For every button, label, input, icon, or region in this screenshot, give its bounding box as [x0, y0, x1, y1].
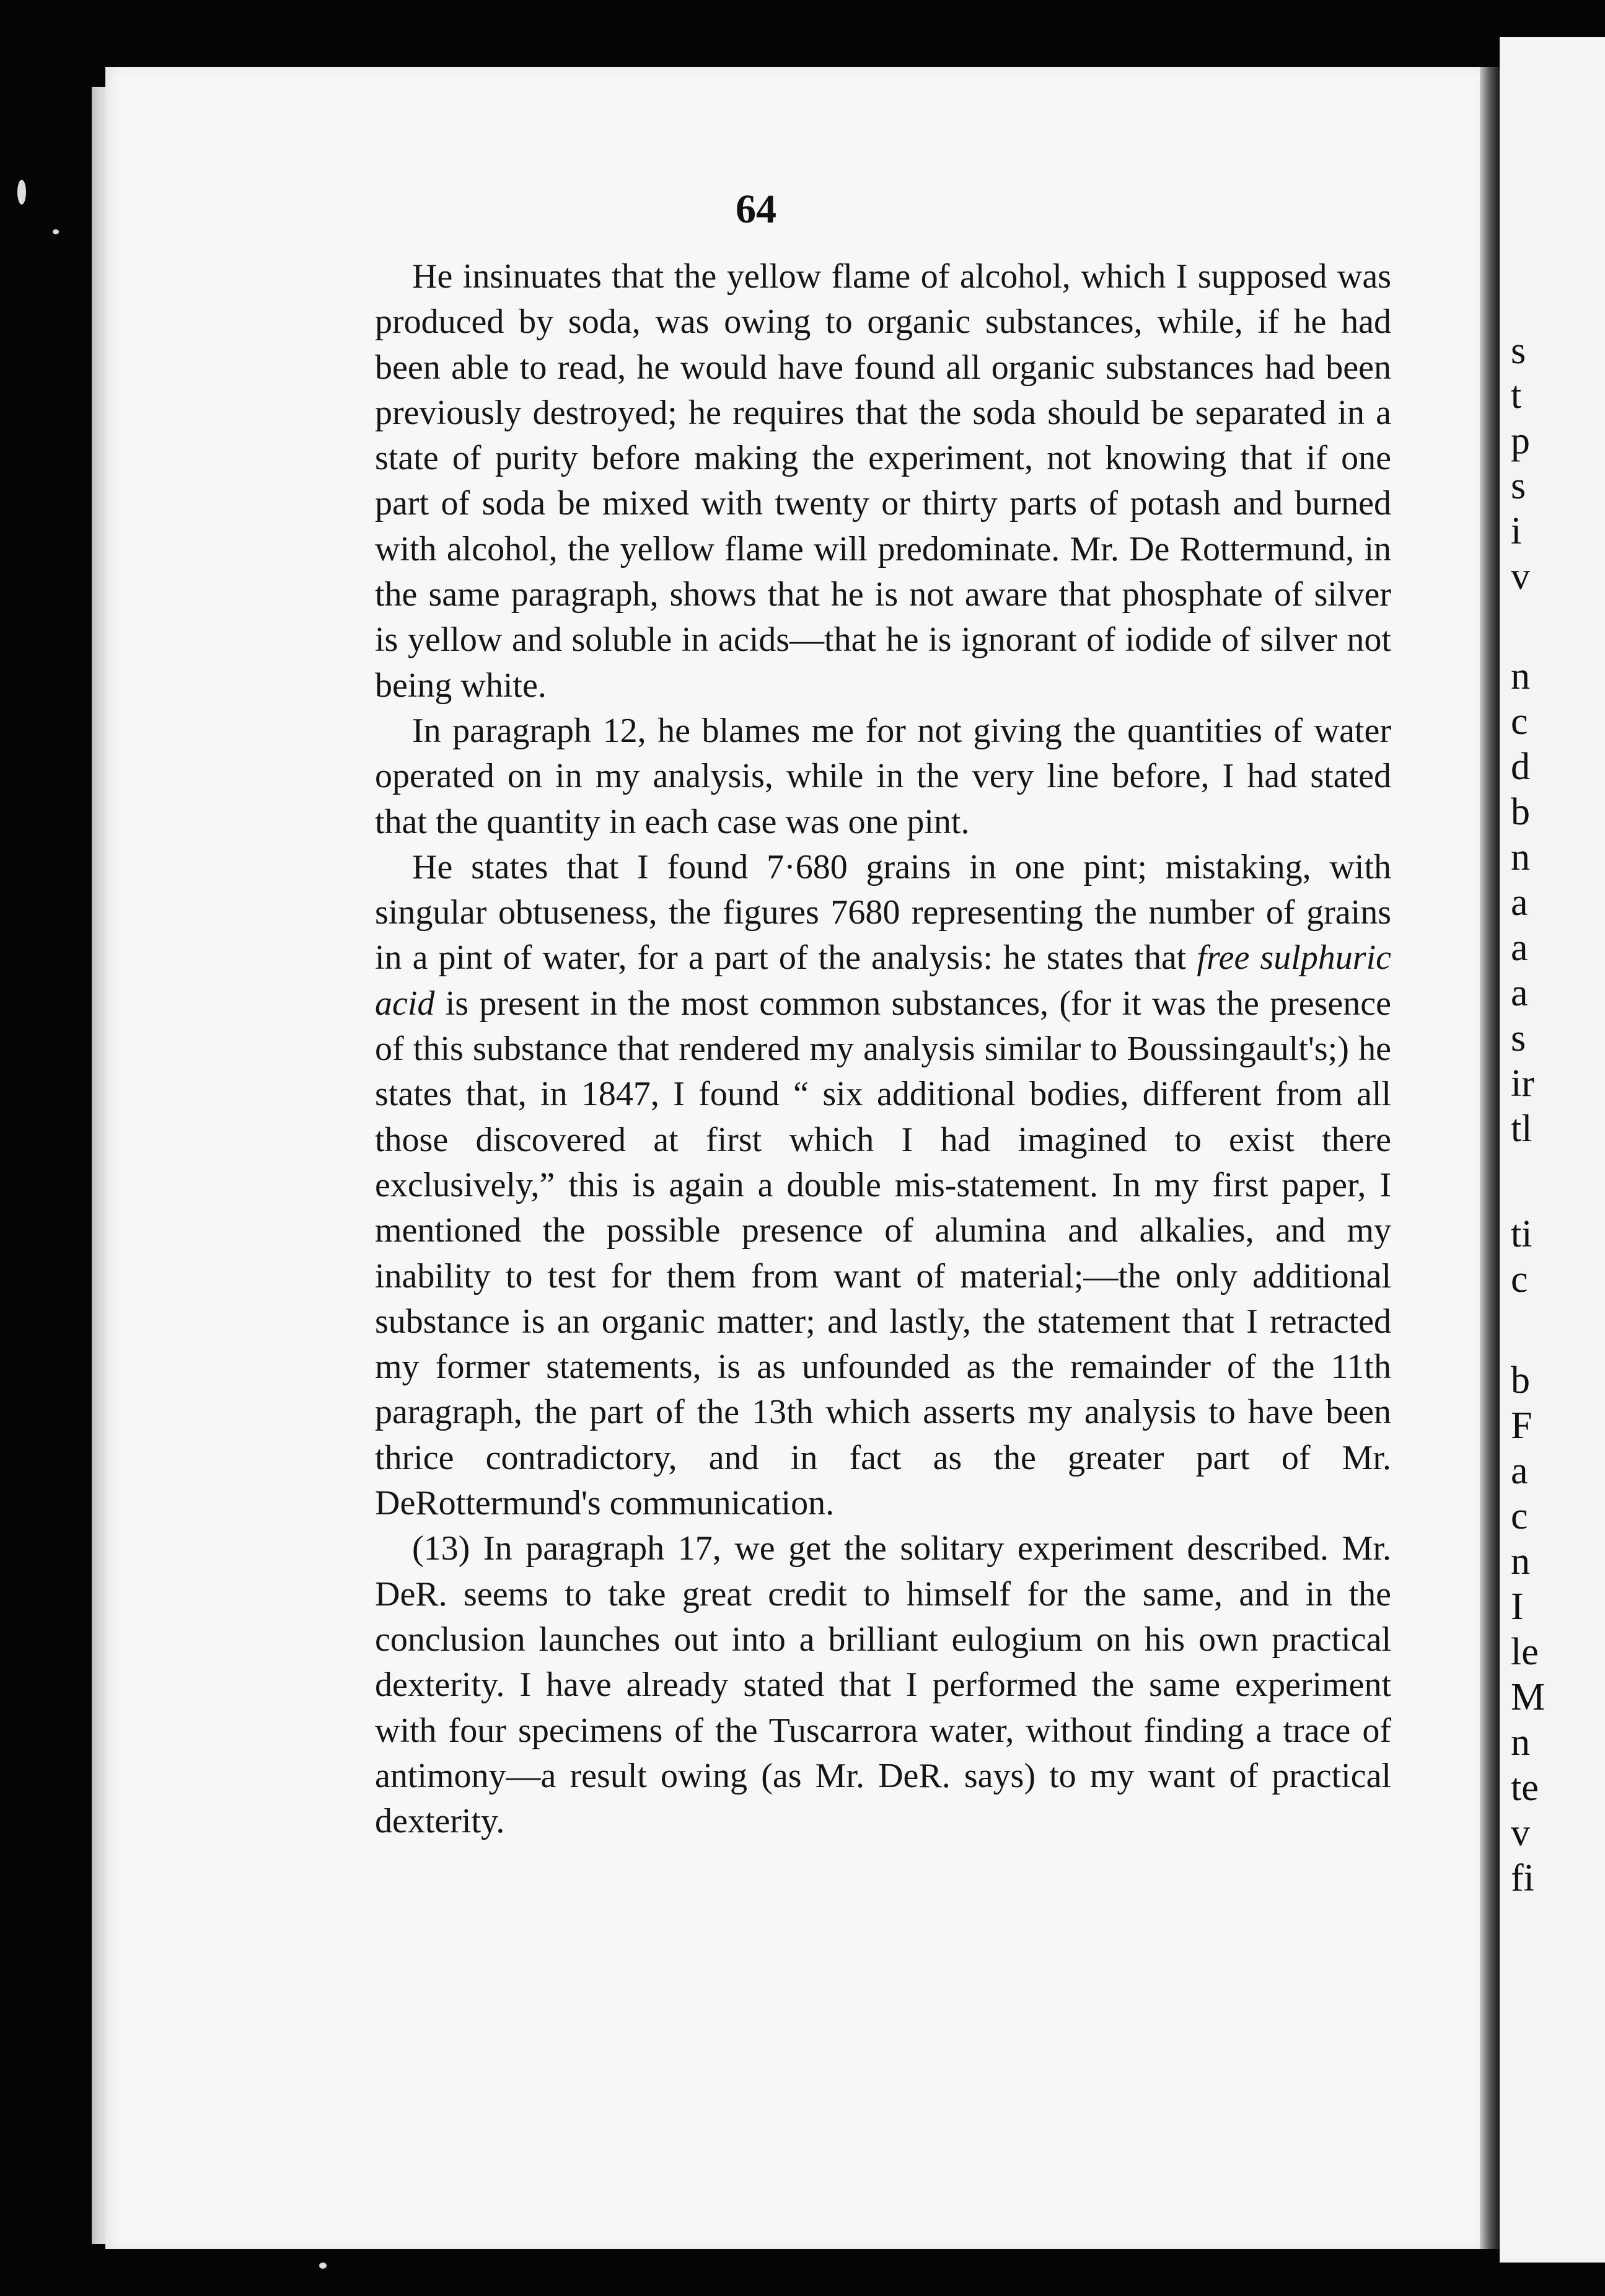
adjacent-page-fragment: v [1511, 555, 1530, 598]
adjacent-page-fragment: c [1511, 1258, 1528, 1300]
scan-artifact [17, 180, 26, 205]
adjacent-page-fragment: d [1511, 746, 1530, 788]
adjacent-page-fragment: a [1511, 881, 1528, 924]
adjacent-page-fragment: te [1511, 1767, 1539, 1809]
adjacent-page-fragment: c [1511, 1495, 1528, 1537]
adjacent-page-fragment: p [1511, 420, 1530, 462]
adjacent-page-fragment: le [1511, 1631, 1539, 1673]
paragraph-text: He states that I found 7·680 grains in one pint; mistaking, with singular obtuseness, the figures 7680 representing the number of grains in a pint of water, for a part of the analysis: he states that [375, 847, 1391, 978]
adjacent-page-fragment: I [1511, 1586, 1524, 1628]
body-text [375, 254, 1391, 1844]
adjacent-page-fragment: a [1511, 1450, 1528, 1492]
adjacent-page-fragment: c [1511, 700, 1528, 743]
paragraph: (13) In paragraph 17, we get the solitary experiment described. Mr. DeR. seems to take great credit to himself for the same, and in the conclusion launches out into a brilliant eulogium on his own practical dexterity. I have already stated that I performed the same experiment with four specimens of the Tuscarrora water, without finding a trace of antimony—a result owing (as Mr. DeR. says) to my want of practical dexterity. [375, 1529, 1391, 1841]
adjacent-page-fragment: b [1511, 791, 1530, 833]
adjacent-page-fragment: n [1511, 836, 1530, 878]
adjacent-page-fragment: v [1511, 1812, 1530, 1854]
adjacent-page-fragment: fi [1511, 1857, 1534, 1899]
adjacent-page-fragment: i [1511, 510, 1522, 552]
adjacent-page-fragment: n [1511, 1540, 1530, 1583]
adjacent-page-fragment: F [1511, 1405, 1532, 1447]
adjacent-page-fragment: a [1511, 927, 1528, 969]
adjacent-page-fragment: a [1511, 972, 1528, 1014]
adjacent-page-fragment: ir [1511, 1062, 1534, 1105]
paragraph [375, 845, 1391, 1526]
adjacent-page-fragment: tl [1511, 1108, 1532, 1150]
adjacent-page-fragment: M [1511, 1676, 1546, 1718]
adjacent-page-fragment: n [1511, 655, 1530, 697]
page-number: 64 [736, 187, 776, 232]
adjacent-page-fragment: s [1511, 330, 1526, 372]
paragraph: He insinuates that the yellow flame of alcohol, which I supposed was produced by soda, was owing to organic substances, while, if he had been able to read, he would have found all organic substances had been previously destroyed; he requires that the soda should be separated in a state of purity before making the experiment, not knowing that if one part of soda be mixed with twenty or thirty parts of potash and burned with alcohol, the yellow flame will predominate. Mr. De Rottermund, in the same paragraph, shows that he is not aware that phosphate of silver is yellow and soluble in acids—that he is ignorant of iodide of silver not being white. [375, 257, 1391, 705]
adjacent-page-fragment: s [1511, 1017, 1526, 1059]
book-gutter-shadow [1480, 67, 1500, 2249]
adjacent-page-fragment: b [1511, 1359, 1530, 1402]
adjacent-page-fragment: n [1511, 1721, 1530, 1764]
adjacent-page-fragment: s [1511, 465, 1526, 507]
scan-artifact [53, 229, 59, 234]
adjacent-page-fragment: ti [1511, 1213, 1532, 1255]
paragraph: In paragraph 12, he blames me for not giving the quantities of water operated on in my analysis, while in the very line before, I had stated that the quantity in each case was one pint. [375, 711, 1391, 841]
italic-phrase: free sulphuric acid [375, 938, 1391, 1023]
scan-artifact [319, 2263, 327, 2269]
paragraph-text: is present in the most common substances, (for it was the presence of this substance that rendered my analysis similar to Boussingault's;) he states that, in 1847, I found “ six additional bodies, different from all those discovered at first which I had imagined to exist there exclusively,” this is again a double mis-statement. In my first paper, I mentioned the possible presence of alumina and alkalies, and my inability to test for them from want of material;—the only additional substance is an organic matter; and lastly, the statement that I retracted my former statements, is as unfounded as the remainder of the 11th paragraph, the part of the 13th which asserts my analysis to have been thrice contradictory, and in fact as the greater part of Mr. DeRottermund's communication. [375, 984, 1391, 1523]
adjacent-page-strip [1500, 37, 1605, 2263]
adjacent-page-fragment: t [1511, 374, 1522, 417]
